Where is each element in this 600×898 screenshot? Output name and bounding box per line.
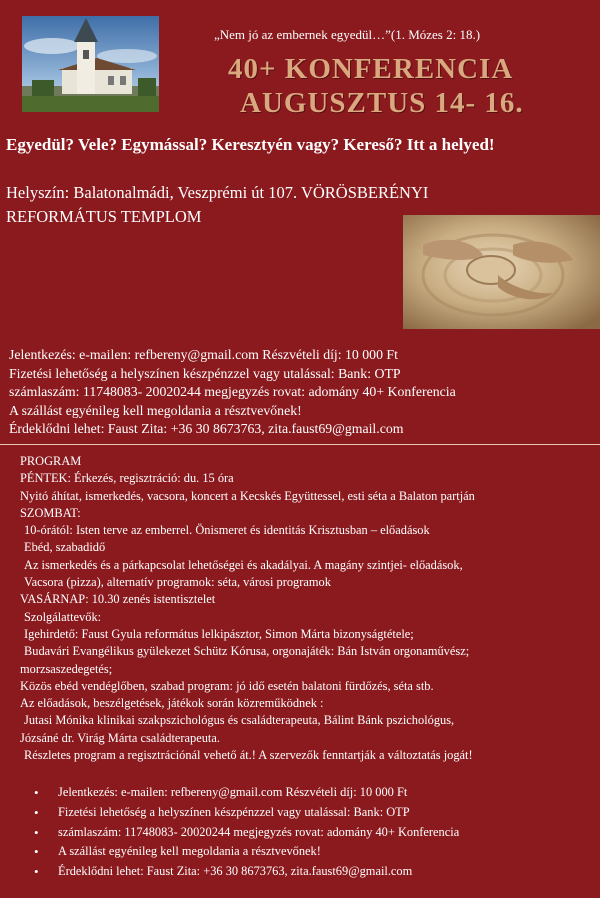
program-line: Közös ebéd vendéglőben, szabad program: jó idő esetén balatoni fürdőzés, séta stb. [20, 678, 434, 693]
program-line: SZOMBAT: [20, 505, 81, 520]
program-line: Az előadások, beszélgetések, játékok során közreműködnek : [20, 696, 324, 711]
program-line: Ebéd, szabadidő [24, 540, 106, 555]
info-line: Jelentkezés: e-mailen: refbereny@gmail.com Részvételi díj: 10 000 Ft [9, 347, 398, 362]
registration-info [9, 346, 594, 439]
venue-line-2: REFORMÁTUS TEMPLOM [6, 207, 202, 226]
program-line: morzsaszedegetés; [20, 661, 113, 676]
program-line: Részletes program a regisztrációnál vehető át.! A szervezők fenntartják a változtatás jogát! [24, 748, 473, 763]
tagline: Egyedül? Vele? Egymással? Keresztyén vagy? Kereső? Itt a helyed! [6, 135, 495, 154]
pottery-wheel-photo [403, 215, 600, 329]
list-item: • Fizetési lehetőség a helyszínen készpénzzel vagy utalással: Bank: OTP [20, 803, 595, 823]
program-line: Jutasi Mónika klinikai szakpszichológus és családterapeuta, Bálint Bánk pszichológus, [24, 713, 455, 728]
church-photo [22, 16, 159, 112]
program-heading: PROGRAM [20, 454, 82, 468]
program-line: Szolgálattevők: [24, 609, 102, 624]
info-line: A szállást egyénileg kell megoldania a résztvevőnek! [9, 402, 302, 418]
contact-bullet-list [20, 783, 595, 882]
list-item: • Jelentkezés: e-mailen: refbereny@gmail.com Részvételi díj: 10 000 Ft [20, 783, 595, 803]
title-line-1: 40+ KONFERENCIA [228, 53, 514, 85]
list-item: • Érdeklődni lehet: Faust Zita: +36 30 8673763, zita.faust69@gmail.com [20, 862, 595, 882]
list-item: • A szállást egyénileg kell megoldania a résztvevőnek! [20, 842, 595, 862]
title-line-2: AUGUSZTUS 14- 16. [240, 87, 524, 119]
venue-line-1: Helyszín: Balatonalmádi, Veszprémi út 107. VÖRÖSBERÉNYI [6, 183, 429, 202]
divider [0, 444, 600, 445]
program-line: Nyitó áhítat, ismerkedés, vacsora, koncert a Kecskés Együttessel, esti séta a Balaton partján [20, 488, 475, 503]
program-line: Vacsora (pizza), alternatív programok: séta, városi programok [24, 575, 331, 590]
program-section [20, 453, 595, 764]
program-line: Budavári Evangélikus gyülekezet Schütz Kórusa, orgonajáték: Bán István orgonaművész; [24, 644, 470, 659]
info-line: Érdeklődni lehet: Faust Zita: +36 30 8673763, zita.faust69@gmail.com [9, 421, 404, 437]
info-line: Fizetési lehetőség a helyszínen készpénzzel vagy utalással: Bank: OTP [9, 365, 401, 381]
conference-title [228, 52, 568, 120]
program-line: Igehirdető: Faust Gyula református lelkipásztor, Simon Márta bizonyságtétele; [24, 626, 414, 641]
program-line: PÉNTEK: Érkezés, regisztráció: du. 15 óra [20, 471, 234, 486]
list-item: • számlaszám: 11748083- 20020244 megjegyzés rovat: adomány 40+ Konferencia [20, 823, 595, 843]
program-line: VASÁRNAP: 10.30 zenés istentisztelet [20, 592, 216, 607]
bible-quote: „Nem jó az embernek egyedül…”(1. Mózes 2: 18.) [214, 27, 481, 42]
program-line: Az ismerkedés és a párkapcsolat lehetőségei és akadályai. A magány szintjei- előadások, [24, 557, 463, 572]
program-line: Józsáné dr. Virág Márta családterapeuta. [20, 730, 220, 745]
info-line: számlaszám: 11748083- 20020244 megjegyzés rovat: adomány 40+ Konferencia [9, 384, 456, 400]
program-line: 10-órától: Isten terve az emberrel. Önismeret és identitás Krisztusban – előadások [24, 523, 430, 538]
